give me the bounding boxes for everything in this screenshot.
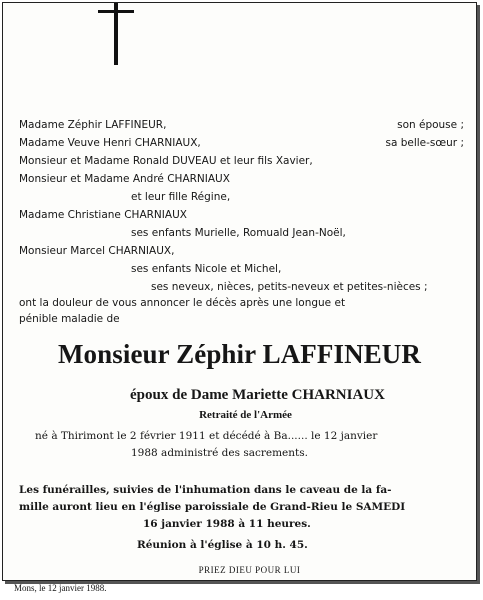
- spouse-line: époux de Dame Mariette CHARNIAUX: [130, 387, 385, 403]
- occupation: Retraité de l'Armée: [199, 409, 292, 421]
- deceased-name: Monsieur Zéphir LAFFINEUR: [57, 339, 422, 369]
- prayer-line: PRIEZ DIEU POUR LUI: [198, 565, 301, 575]
- death-notice-card: Madame Zéphir LAFFINEUR, son épouse ; Madame Veuve Henri CHARNIAUX, sa belle-sœur ; Monsieur et Madame Ronald DUVEAU et leur fils Xavier, Monsieur et Madame André CHARNIAUX et leur fille Régine, Madame Christiane CHARNIAUX ses enfants Murielle, Romuald Jean-Noël, Monsieur Marcel CHARNIAUX, ses enfants Nicole et Michel, ses neveux, nièces, petits-neveux et petites-nièces ; ont la douleur de vous annoncer le décès après une longue et pénible maladie de Monsieur Zéphir LAFFINEUR époux de Dame Mariette CHARNIAUX Retraité de l'Armée né à Thirimont le 2 février 1911 et décédé à Ba...... le 12 janvier 1988 administré des sacrements. Les funérailles, suivies de l'inhumation dans le caveau de la fa- mille auront lieu en l'église paroissiale de Grand-Rieu le SAMEDI 16 janvier 1988 à 11 heures. Réunion à l'église à 10 h. 45. PRIEZ DIEU POUR LUI: [2, 2, 477, 581]
- place-date: Mons, le 12 janvier 1988.: [14, 583, 107, 593]
- cross-arm: [98, 10, 134, 13]
